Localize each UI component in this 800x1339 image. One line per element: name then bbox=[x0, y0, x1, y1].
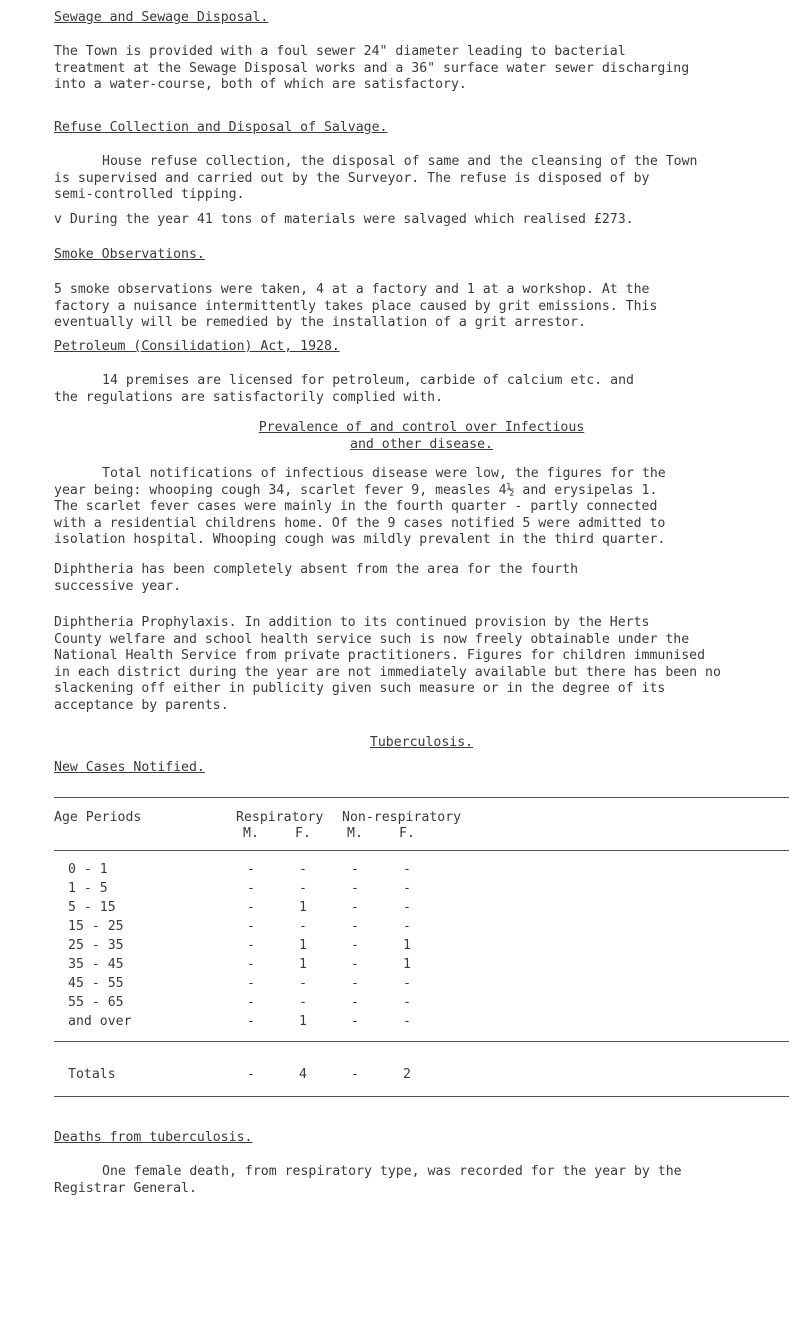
case-count-cell: - bbox=[351, 995, 359, 1010]
sewage-line: treatment at the Sewage Disposal works and a 36" surface water sewer discharging bbox=[54, 60, 690, 76]
table-row bbox=[54, 900, 789, 917]
age-period-cell: 45 - 55 bbox=[68, 976, 124, 991]
case-count-cell: - bbox=[351, 862, 359, 877]
refuse-line: semi-controlled tipping. bbox=[54, 187, 245, 202]
tuberculosis-title: Tuberculosis. bbox=[369, 735, 474, 750]
table-row bbox=[54, 862, 789, 879]
diphtheria-line: successive year. bbox=[54, 578, 182, 594]
case-count-cell: - bbox=[403, 976, 411, 991]
case-count-cell: - bbox=[299, 976, 307, 991]
case-count-cell: - bbox=[403, 881, 411, 896]
case-count-cell: 1 bbox=[299, 1014, 307, 1029]
prophylaxis-line: slackening off either in publicity given such measure or in the degree of its bbox=[54, 681, 666, 696]
totals-nonresp-f: 2 bbox=[403, 1067, 411, 1082]
new-cases-heading: New Cases Notified. bbox=[54, 760, 205, 775]
prevalence-line: year being: whooping cough 34, scarlet fever 9, measles 4½ and erysipelas 1. bbox=[54, 482, 658, 498]
prophylaxis-line: National Health Service from private practitioners. Figures for children immunised bbox=[54, 648, 706, 663]
case-count-cell: - bbox=[351, 900, 359, 915]
col-header-age: Age Periods bbox=[54, 810, 142, 825]
age-period-cell: 5 - 15 bbox=[68, 900, 116, 915]
deaths-heading: Deaths from tuberculosis. bbox=[54, 1130, 253, 1145]
case-count-cell: - bbox=[247, 976, 255, 991]
case-count-cell: - bbox=[247, 1014, 255, 1029]
case-count-cell: 1 bbox=[299, 938, 307, 953]
case-count-cell: 1 bbox=[299, 900, 307, 915]
petroleum-heading: Petroleum (Consilidation) Act, 1928. bbox=[54, 339, 340, 354]
prevalence-line: Total notifications of infectious disease were low, the figures for the bbox=[102, 466, 666, 481]
prevalence-heading-line: and other disease. bbox=[350, 436, 493, 452]
case-count-cell: - bbox=[351, 976, 359, 991]
col-header-respiratory: Respiratory bbox=[236, 810, 324, 825]
table-top-rule bbox=[54, 797, 789, 798]
prophylaxis-line: County welfare and school health service such is now freely obtainable under the bbox=[54, 631, 690, 647]
subheader-f: F. bbox=[399, 826, 415, 841]
case-count-cell: - bbox=[247, 862, 255, 877]
prophylaxis-line: Diphtheria Prophylaxis. In addition to its continued provision by the Herts bbox=[54, 615, 650, 630]
deaths-paragraph bbox=[54, 1164, 789, 1197]
table-row bbox=[54, 938, 789, 955]
case-count-cell: - bbox=[403, 995, 411, 1010]
case-count-cell: - bbox=[403, 900, 411, 915]
smoke-line: eventually will be remedied by the installation of a grit arrestor. bbox=[54, 315, 586, 330]
case-count-cell: - bbox=[247, 957, 255, 972]
case-count-cell: - bbox=[299, 862, 307, 877]
smoke-line: 5 smoke observations were taken, 4 at a factory and 1 at a workshop. At the bbox=[54, 282, 650, 297]
case-count-cell: 1 bbox=[403, 957, 411, 972]
petroleum-line: the regulations are satisfactorily complied with. bbox=[54, 389, 444, 405]
case-count-cell: - bbox=[299, 881, 307, 896]
refuse-line: is supervised and carried out by the Surveyor. The refuse is disposed of by bbox=[54, 170, 650, 186]
case-count-cell: - bbox=[247, 938, 255, 953]
totals-nonresp-m: - bbox=[351, 1067, 359, 1082]
deaths-line: Registrar General. bbox=[54, 1180, 197, 1196]
tuberculosis-heading bbox=[54, 735, 789, 752]
case-count-cell: - bbox=[351, 881, 359, 896]
totals-resp-m: - bbox=[247, 1067, 255, 1082]
subheader-m: M. bbox=[243, 826, 259, 841]
case-count-cell: - bbox=[351, 919, 359, 934]
case-count-cell: - bbox=[403, 919, 411, 934]
prevalence-heading-line: Prevalence of and control over Infectious bbox=[258, 420, 585, 435]
prevalence-paragraph bbox=[54, 466, 789, 549]
case-count-cell: - bbox=[403, 1014, 411, 1029]
table-body-rule bbox=[54, 1041, 789, 1042]
sewage-heading: Sewage and Sewage Disposal. bbox=[54, 10, 269, 25]
age-period-cell: 1 - 5 bbox=[68, 881, 108, 896]
age-period-cell: 15 - 25 bbox=[68, 919, 124, 934]
prophylaxis-line: in each district during the year are not immediately available but there has been no bbox=[54, 664, 721, 680]
case-count-cell: - bbox=[247, 995, 255, 1010]
smoke-heading: Smoke Observations. bbox=[54, 247, 205, 262]
case-count-cell: - bbox=[299, 919, 307, 934]
age-period-cell: 35 - 45 bbox=[68, 957, 124, 972]
diphtheria-paragraph bbox=[54, 562, 789, 595]
table-row bbox=[54, 1014, 789, 1031]
col-header-non-respiratory: Non-respiratory bbox=[342, 810, 462, 825]
table-totals-row bbox=[54, 1067, 789, 1084]
case-count-cell: - bbox=[351, 1014, 359, 1029]
petroleum-line: 14 premises are licensed for petroleum, carbide of calcium etc. and bbox=[102, 373, 634, 388]
age-period-cell: 0 - 1 bbox=[68, 862, 108, 877]
sewage-paragraph bbox=[54, 44, 789, 94]
prevalence-line: The scarlet fever cases were mainly in the fourth quarter - partly connected bbox=[54, 499, 658, 514]
table-header-row bbox=[54, 810, 789, 827]
table-row bbox=[54, 957, 789, 974]
age-period-cell: 55 - 65 bbox=[68, 995, 124, 1010]
table-row bbox=[54, 919, 789, 936]
salvage-line: v During the year 41 tons of materials were salvaged which realised £273. bbox=[54, 212, 634, 227]
case-count-cell: - bbox=[247, 881, 255, 896]
age-period-cell: 25 - 35 bbox=[68, 938, 124, 953]
prevalence-line: isolation hospital. Whooping cough was mildly prevalent in the third quarter. bbox=[54, 532, 666, 547]
case-count-cell: - bbox=[351, 957, 359, 972]
subheader-f: F. bbox=[295, 826, 311, 841]
prevalence-line: with a residential childrens home. Of the 9 cases notified 5 were admitted to bbox=[54, 515, 666, 531]
case-count-cell: - bbox=[403, 862, 411, 877]
case-count-cell: - bbox=[247, 919, 255, 934]
totals-label: Totals bbox=[68, 1067, 116, 1082]
case-count-cell: - bbox=[351, 938, 359, 953]
sewage-line: into a water-course, both of which are satisfactory. bbox=[54, 77, 467, 92]
smoke-paragraph bbox=[54, 282, 789, 332]
refuse-paragraph bbox=[54, 154, 789, 204]
diphtheria-line: Diphtheria has been completely absent from the area for the fourth bbox=[54, 562, 579, 577]
age-period-cell: and over bbox=[68, 1014, 132, 1029]
case-count-cell: 1 bbox=[299, 957, 307, 972]
prevalence-heading bbox=[54, 420, 789, 453]
table-row bbox=[54, 995, 789, 1012]
prophylaxis-line: acceptance by parents. bbox=[54, 697, 229, 713]
case-count-cell: - bbox=[299, 995, 307, 1010]
table-row bbox=[54, 881, 789, 898]
case-count-cell: 1 bbox=[403, 938, 411, 953]
case-count-cell: - bbox=[247, 900, 255, 915]
totals-resp-f: 4 bbox=[299, 1067, 307, 1082]
table-header-rule bbox=[54, 850, 789, 851]
subheader-m: M. bbox=[347, 826, 363, 841]
petroleum-paragraph bbox=[54, 373, 789, 406]
table-bottom-rule bbox=[54, 1096, 789, 1097]
table-subheader-row bbox=[54, 826, 789, 843]
refuse-heading: Refuse Collection and Disposal of Salvage. bbox=[54, 120, 388, 135]
smoke-line: factory a nuisance intermittently takes place caused by grit emissions. This bbox=[54, 298, 658, 314]
prophylaxis-paragraph bbox=[54, 615, 789, 714]
refuse-line: House refuse collection, the disposal of same and the cleansing of the Town bbox=[102, 154, 698, 169]
sewage-line: The Town is provided with a foul sewer 24" diameter leading to bacterial bbox=[54, 44, 626, 59]
deaths-line: One female death, from respiratory type, was recorded for the year by the bbox=[102, 1164, 682, 1179]
table-row bbox=[54, 976, 789, 993]
